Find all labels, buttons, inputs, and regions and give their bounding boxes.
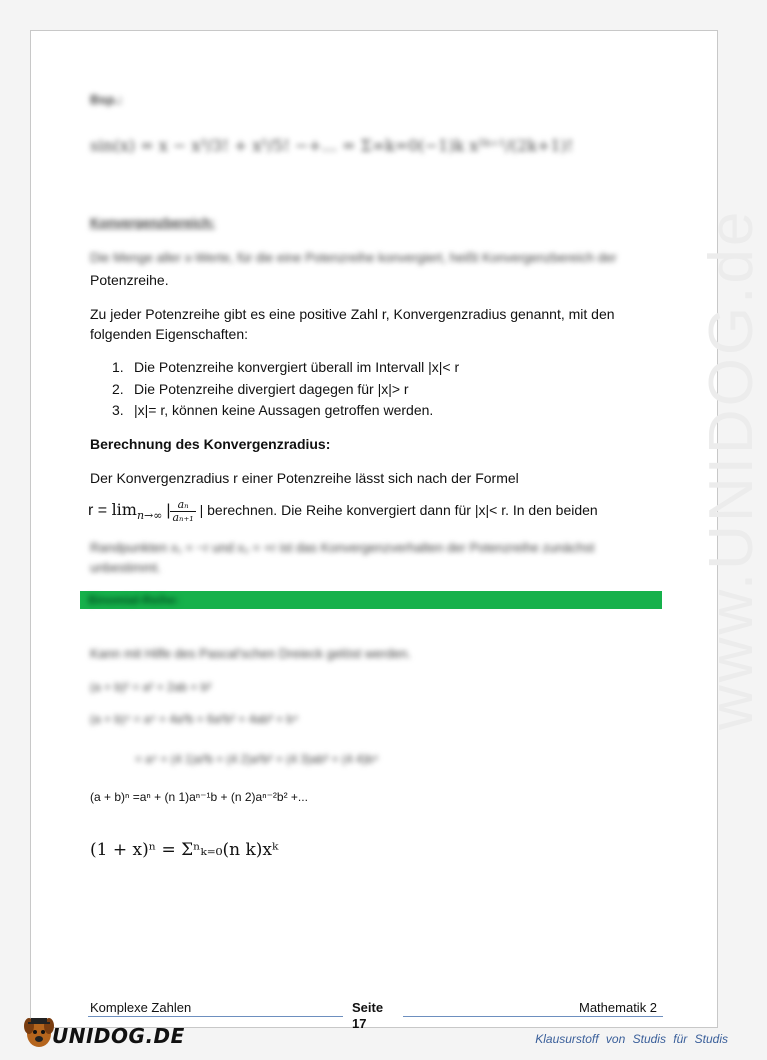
binom-general: (a + b)ⁿ =aⁿ + (n 1)aⁿ⁻¹b + (n 2)aⁿ⁻²b² +... <box>90 790 308 804</box>
lim-subscript: n→∞ <box>136 509 163 522</box>
intro-line-1: Zu jeder Potenzreihe gibt es eine positive Zahl r, Konvergenzradius genannt, mit den <box>90 306 615 322</box>
watermark: www.UNIDOG.de <box>697 208 766 730</box>
radius-formula-line: $r = \lim_{n\to\infty}$ | $\frac{\text{aₙ}}{\text{aₙ₊₁}}$ | berechnen. Die Reihe konvergiert dann für |x|< r. In den beiden <box>88 498 598 524</box>
list-item <box>112 359 459 375</box>
lim-symbol: lim <box>111 500 137 520</box>
intro-line-2: folgenden Eigenschaften: <box>90 326 249 342</box>
binom-square: (a + b)² = a² + 2ab + b² <box>90 680 212 694</box>
binomial-heading: Binomial-Reihe: <box>88 593 180 607</box>
konvergenzbereich-heading: Konvergenzbereich: <box>90 215 215 230</box>
list-number: 1. <box>112 359 124 375</box>
berechnung-heading: Berechnung des Konvergenzradius: <box>90 436 331 452</box>
randpunkte-line-2: unbestimmt. <box>90 560 161 575</box>
list-text: Die Potenzreihe konvergiert überall im Intervall |x|< r <box>134 359 460 375</box>
list-number: 2. <box>112 381 124 397</box>
binom-fourth-coeffs: = a⁴ + (4 1)a³b + (4 2)a²b² + (4 3)ab³ + (4 4)b⁴ <box>135 752 379 766</box>
list-item <box>112 402 433 418</box>
footer-divider-left <box>88 1016 343 1017</box>
formel-intro: Der Konvergenzradius r einer Potenzreihe lässt sich nach der Formel <box>90 470 519 486</box>
bsp-label: Bsp.: <box>90 92 123 107</box>
list-item <box>112 381 409 397</box>
logo-text: UNIDOG.DE <box>52 1024 185 1048</box>
list-text: Die Potenzreihe divergiert dagegen für |x|> r <box>134 381 409 397</box>
binom-fourth: (a + b)⁴ = a⁴ + 4a³b + 6a²b² + 4ab³ + b⁴ <box>90 712 299 726</box>
list-number: 3. <box>112 402 124 418</box>
binom-sum: (1 + x)ⁿ = Σⁿₖ₌₀(n k)xᵏ <box>90 840 279 860</box>
footer-page-number: Seite 17 <box>352 1000 384 1031</box>
fraction-numerator: aₙ <box>170 499 195 512</box>
list-text: |x|= r, können keine Aussagen getroffen werden. <box>134 402 434 418</box>
pascal-text: Kann mit Hilfe des Pascal'schen Dreieck gelöst werden. <box>90 646 412 661</box>
footer-right: Mathematik 2 <box>579 1000 658 1015</box>
potenzreihe-end: Potenzreihe. <box>90 272 169 288</box>
radius-suffix: | berechnen. Die Reihe konvergiert dann für |x|< r. In den beiden <box>199 502 598 519</box>
fraction-denominator: aₙ₊₁ <box>172 511 194 524</box>
sin-formula: sin(x) = x − x³/3! + x⁵/5! −+... = Σ∞k=0(−1)k x²ᵏ⁺¹/(2k+1)! <box>90 136 574 155</box>
binomial-heading-bar <box>80 591 662 609</box>
fraction <box>170 499 195 524</box>
randpunkte-line-1: Randpunkten x₁ = −r und x₂ = +r ist das Konvergenzverhalten der Potenzreihe zunächst <box>90 540 595 555</box>
document-page <box>30 30 718 1028</box>
tagline: Klausurstoff von Studis für Studis <box>535 1032 728 1046</box>
r-prefix: r = <box>88 502 112 520</box>
footer-divider-right <box>403 1016 663 1017</box>
konvergenzbereich-text: Die Menge aller x-Werte, für die eine Potenzreihe konvergiert, heißt Konvergenzbereich der <box>90 250 617 265</box>
footer-left: Komplexe Zahlen <box>90 1000 192 1015</box>
dog-logo-icon <box>22 1014 56 1050</box>
